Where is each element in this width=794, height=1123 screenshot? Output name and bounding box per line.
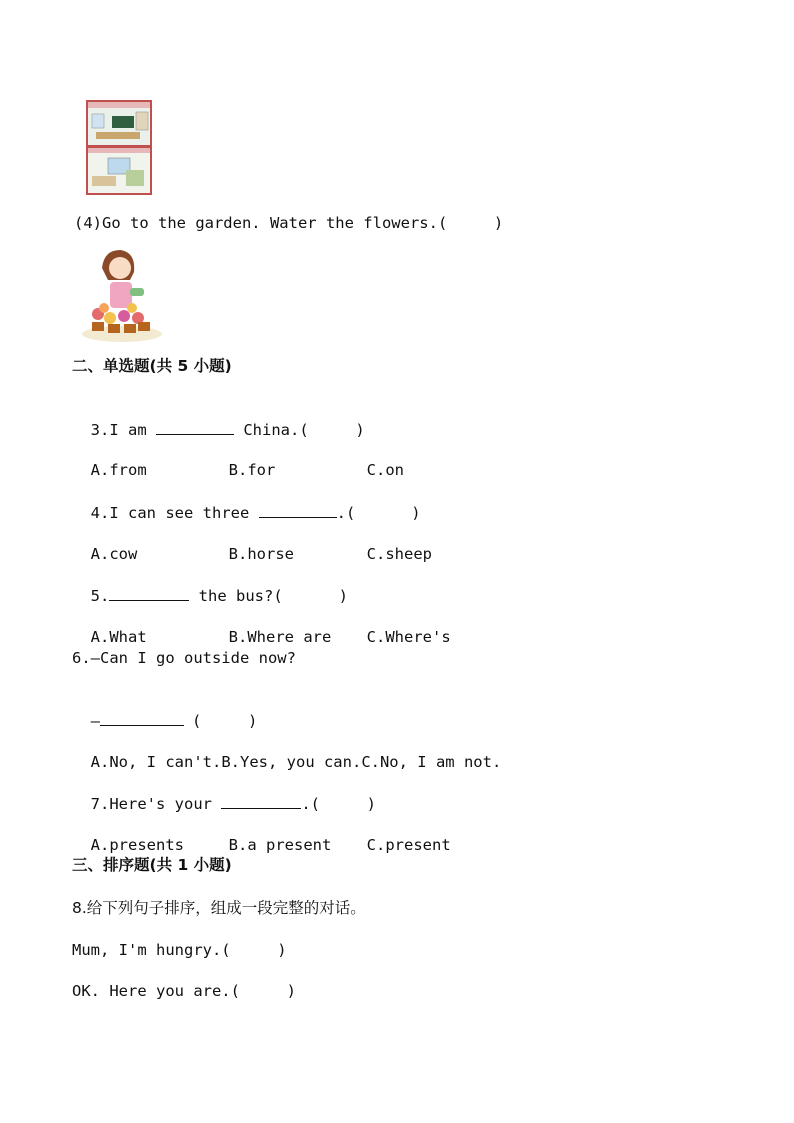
question-4 — [72, 482, 421, 523]
question-3-pre: 3.I am — [90, 421, 156, 439]
question-4-prev: (4)Go to the garden. Water the flowers.( ) — [74, 214, 504, 232]
question-3-post: China.( ) — [234, 421, 365, 439]
question-7 — [72, 773, 376, 814]
question-8-instruction: 8.给下列句子排序，组成一段完整的对话。 — [72, 899, 366, 917]
question-4-options — [72, 524, 432, 564]
question-5-options — [72, 607, 451, 647]
option-a[interactable]: A.presents — [90, 836, 184, 854]
option-a[interactable]: A.from — [90, 461, 147, 479]
question-4-post: .( ) — [336, 504, 421, 522]
section-title-single-choice: 二、单选题(共 5 小题) — [72, 357, 232, 375]
question-6-dash: — — [90, 712, 101, 730]
question-7-pre: 7.Here's your — [90, 795, 222, 813]
question-6-options — [72, 732, 501, 772]
question-8-sentence-1: Mum, I'm hungry.( ) — [72, 941, 287, 959]
option-a[interactable]: A.What — [90, 628, 147, 646]
option-c[interactable]: C.present — [366, 836, 451, 854]
answer-blank — [221, 793, 301, 809]
option-c[interactable]: C.No, I am not. — [361, 753, 502, 771]
question-7-options — [72, 815, 451, 855]
question-6-line-2 — [72, 690, 257, 731]
answer-blank — [259, 502, 337, 518]
section-title-ordering: 三、排序题(共 1 小题) — [72, 856, 232, 874]
question-6-line-1: 6.—Can I go outside now? — [72, 649, 296, 667]
classroom-illustration — [86, 100, 152, 195]
question-6-paren: ( ) — [192, 712, 258, 730]
option-b[interactable]: B.Yes, you can. — [221, 753, 362, 771]
question-5-pre: 5. — [90, 587, 110, 605]
option-c[interactable]: C.sheep — [366, 545, 432, 563]
option-c[interactable]: C.Where's — [366, 628, 451, 646]
question-5-post: the bus?( ) — [189, 587, 348, 605]
question-4-pre: 4.I can see three — [90, 504, 259, 522]
option-c[interactable]: C.on — [366, 461, 404, 479]
answer-blank — [100, 710, 184, 726]
question-3-options — [72, 440, 404, 480]
answer-blank — [156, 419, 234, 435]
answer-blank — [109, 585, 189, 601]
option-a[interactable]: A.cow — [90, 545, 138, 563]
option-b[interactable]: B.horse — [228, 545, 294, 563]
option-b[interactable]: B.a present — [228, 836, 332, 854]
option-b[interactable]: B.for — [228, 461, 276, 479]
question-7-post: .( ) — [301, 795, 376, 813]
question-8-sentence-2: OK. Here you are.( ) — [72, 982, 296, 1000]
option-b[interactable]: B.Where are — [228, 628, 332, 646]
question-5 — [72, 565, 348, 606]
question-3 — [72, 399, 365, 440]
girl-watering-flowers-illustration — [80, 244, 164, 342]
option-a[interactable]: A.No, I can't. — [90, 753, 222, 771]
